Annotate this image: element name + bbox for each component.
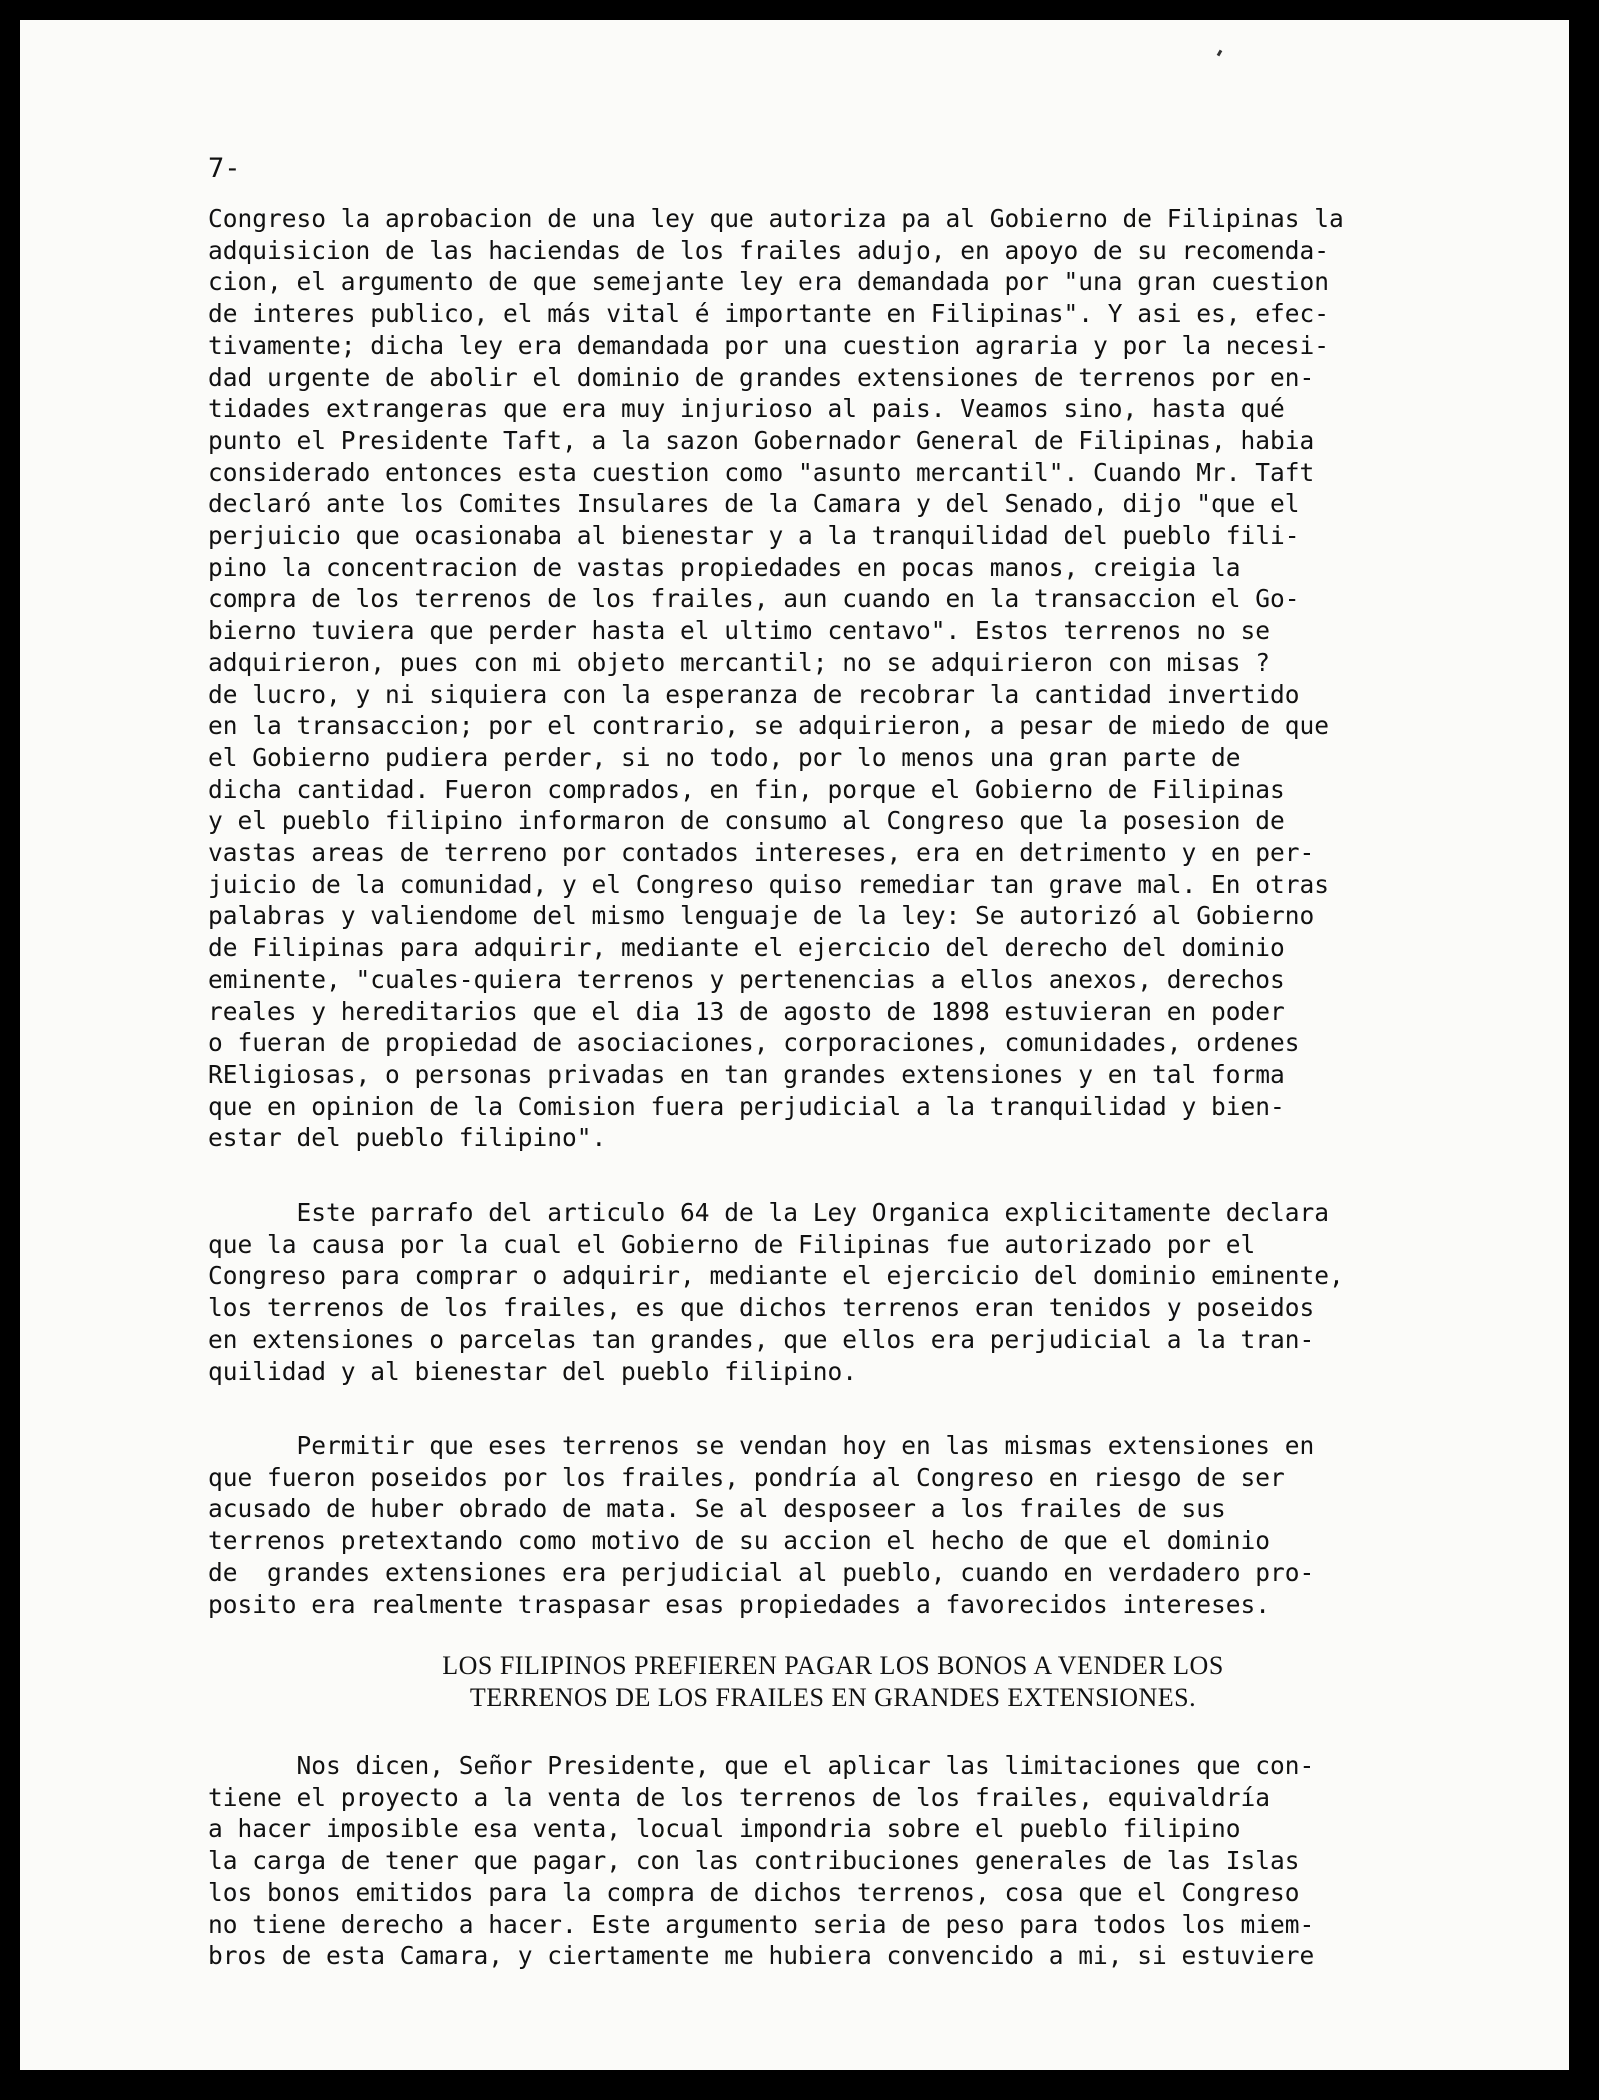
- paragraph-3: Permitir que eses terrenos se vendan hoy en las mismas extensiones en que fueron poseidos por los frailes, pondría al Congreso en riesgo de ser acusado de huber obrado de mata. Se al desposeer a los frailes de sus terrenos pretextando como motivo de su accion el hecho de que el dominio de grandes extensiones era perjudicial al pueblo, cuando en verdadero pro- posito era realmente traspasar esas propiedades a favorecidos intereses.: [208, 1431, 1315, 1619]
- paragraph-4: Nos dicen, Señor Presidente, que el aplicar las limitaciones que con- tiene el proyecto a la venta de los terrenos de los frailes, equivaldría a hacer imposible esa venta, locual impondria sobre el pueblo filipino la carga de tener que pagar, con las contribuciones generales de las Islas los bonos emitidos para la compra de dichos terrenos, cosa que el Congreso no tiene derecho a hacer. Este argumento seria de peso para todos los miem- bros de esta Camara, y ciertamente me hubiera convencido a mi, si estuviere: [208, 1751, 1315, 1971]
- page-number: 7-: [208, 153, 241, 184]
- document-page: [20, 20, 1569, 2070]
- paragraph-1: Congreso la aprobacion de una ley que autoriza pa al Gobierno de Filipinas la adquisicion de las haciendas de los frailes adujo, en apoyo de su recomenda- cion, el argumento de que semejante ley era demandada por "una gran cuestion de interes publico, el más vital é importante en Filipinas". Y asi es, efec- tivamente; dicha ley era demandada por una cuestion agraria y por la necesi- dad urgente de abolir el dominio de grandes extensiones de terrenos por en- tidades extrangeras que era muy injurioso al pais. Veamos sino, hasta qué punto el Presidente Taft, a la sazon Gobernador General de Filipinas, habia considerado entonces esta cuestion como "asunto mercantil". Cuando Mr. Taft declaró ante los Comites Insulares de la Camara y del Senado, dijo "que el perjuicio que ocasionaba al bienestar y a la tranquilidad del pueblo fili- pino la concentracion de vastas propiedades en pocas manos, creigia la compra de los terrenos de los frailes, aun cuando en la transaccion el Go- bierno tuviera que perder hasta el ultimo centavo". Estos terrenos no se adquirieron, pues con mi objeto mercantil; no se adquirieron con misas ? de lucro, y ni siquiera con la esperanza de recobrar la cantidad invertido en la transaccion; por el contrario, se adquirieron, a pesar de miedo de que el Gobierno pudiera perder, si no todo, por lo menos una gran parte de dicha cantidad. Fueron comprados, en fin, porque el Gobierno de Filipinas y el pueblo filipino informaron de consumo al Congreso que la posesion de vastas areas de terreno por contados intereses, era en detrimento y en per- juicio de la comunidad, y el Congreso quiso remediar tan grave mal. En otras palabras y valiendome del mismo lenguaje de la ley: Se autorizó al Gobierno de Filipinas para adquirir, mediante el ejercicio del derecho del dominio eminente, "cuales-quiera terrenos y pertenencias a ellos anexos, derechos reales y hereditarios que el dia 13 de agosto de 1898 estuvieran en poder o fueran de propiedad de asociaciones, corporaciones, comunidades, ordenes REligiosas, o personas privadas en tan grandes extensiones y en tal forma que en opinion de la Comision fuera perjudicial a la tranquilidad y bien- estar del pueblo filipino".: [208, 204, 1344, 1153]
- paragraph-2: Este parrafo del articulo 64 de la Ley Organica explicitamente declara que la causa por la cual el Gobierno de Filipinas fue autorizado por el Congreso para comprar o adquirir, mediante el ejercicio del dominio eminente, los terrenos de los frailes, es que dichos terrenos eran tenidos y poseidos en extensiones o parcelas tan grandes, que ellos era perjudicial a la tran- quilidad y al bienestar del pueblo filipino.: [208, 1198, 1344, 1386]
- ink-speck: [1217, 50, 1223, 57]
- section-heading: LOS FILIPINOS PREFIEREN PAGAR LOS BONOS A VENDER LOS TERRENOS DE LOS FRAILES EN GRANDES EXTENSIONES.: [442, 1651, 1224, 1712]
